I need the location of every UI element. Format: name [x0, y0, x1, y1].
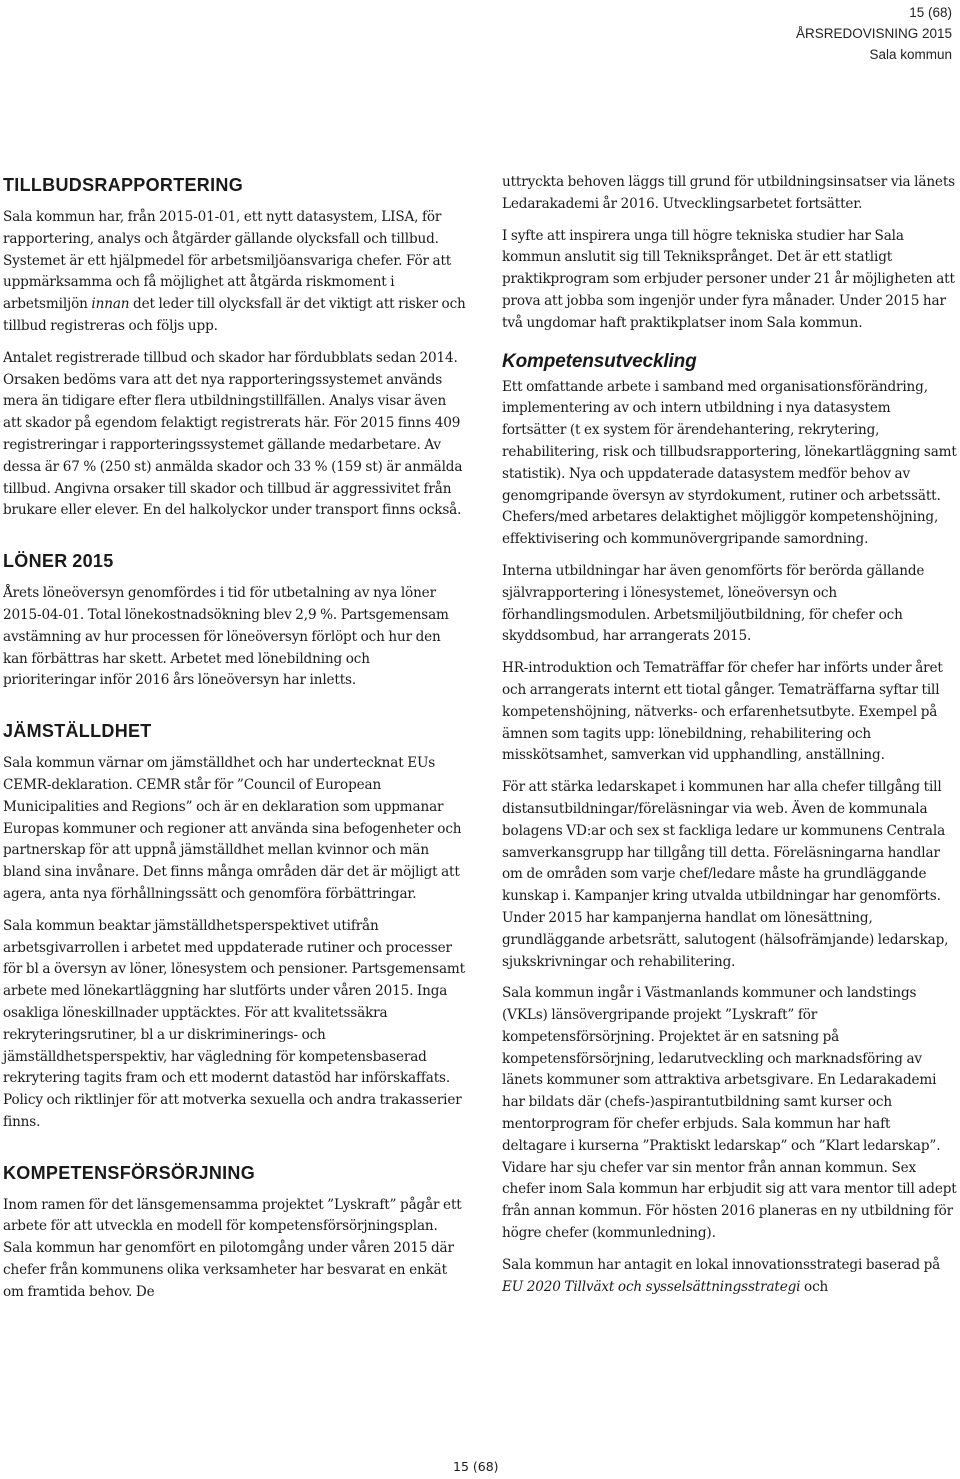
loner-paragraph: Årets löneöversyn genomfördes i tid för utbetalning av nya löner 2015-04-01. Total lönekostnadsökning blev 2,9 %. Partsgemensam avstämning av hur processen för löneöversyn förlöpt och hur den kan förbättras har skett. Arbetet med lönebildning och prioriteringar inför 2016 års löneöversyn har inletts. [3, 585, 449, 689]
heading-loner-2015: LÖNER 2015 [3, 551, 114, 572]
tillbud-paragraph-1: Sala kommun har, från 2015-01-01, ett nytt datasystem, LISA, för rapportering, analys och åtgärder gällande olycksfall och tillbud. Systemet är ett hjälpmedel för arbetsmiljöansvariga chefer. För att uppmärksamma och få möjlighet att åtgärda riskmoment i arbetsmiljön innan det leder till olycksfall är det viktigt att risker och tillbud registreras och följs upp. [3, 209, 466, 334]
right-paragraph-1: uttryckta behoven läggs till grund för utbildningsinsatser via länets Ledarakademi år 2016. Utvecklingsarbetet fortsätter. [502, 174, 955, 212]
heading-tillbudsrapportering: TILLBUDSRAPPORTERING [3, 175, 243, 195]
page-header [796, 2, 952, 65]
report-title: ÅRSREDOVISNING 2015 [795, 26, 952, 41]
heading-kompetensutveckling: Kompetensutveckling [502, 350, 697, 372]
left-column [3, 172, 466, 1304]
heading-jamstalldhet: JÄMSTÄLLDHET [3, 721, 152, 742]
kompetensutveckling-paragraph-3: HR-introduktion och Tematräffar för chefer har införts under året och arrangerats internt ett tiotal gånger. Tematräffarna syftar till kompetenshöjning, nätverks- och erfarenhetsutbyte. Exempel på ämnen som tagits upp: lönebildning, rehabilitering och misskötsamhet, samverkan vid upphandling, anställning. [502, 660, 943, 764]
kompetensutveckling-paragraph-2: Interna utbildningar har även genomförts för berörda gällande självrapportering i lönesystemet, löneöversyn och förhandlingsmodulen. Arbetsmiljöutbildning, för chefer och skyddsombud, har arrangerats 2015. [502, 562, 925, 645]
kompetensutveckling-paragraph-1: Ett omfattande arbete i samband med organisationsförändring, implementering av och intern utbildning i nya datasystem fortsätter (t ex system för ärendehantering, rekrytering, rehabilitering, risk och tillbudsrapportering, lönekartläggning samt statistik). Nya och uppdaterade datasystem medför behov av genomgripande översyn av styrdokument, rutiner och arbetssätt. Chefers/med arbetares delaktighet möjliggör kompetenshöjning, effektivisering och kommunövergripande samordning. [502, 378, 957, 548]
right-paragraph-2: I syfte att inspirera unga till högre tekniska studier har Sala kommun anslutit sig till Tekniksprånget. Det är ett statligt praktikprogram som erbjuder personer under 21 år möjligheten att prova att jobba som ingenjör under fyra månader. Under 2015 har två ungdomar haft praktikplatser inom Sala kommun. [502, 227, 955, 331]
jamstalldhet-paragraph-2: Sala kommun beaktar jämställdhetsperspektivet utifrån arbetsgivarrollen i arbetet med uppdaterade rutiner och processer för bl a översyn av löner, lönesystem och pensioner. Partsgemensamt arbete med lönekartläggning har slutförts under våren 2015. Inga osakliga löneskillnader upptäcktes. För att kvalitetssäkra rekryteringsrutiner, bl a ur diskriminerings- och jämställdhetsperspektiv, har vägledning för kompetensbaserad rekrytering tagits fram och ett modernt datastöd har införskaffats. Policy och riktlinjer för att motverka sexuella och andra trakasserier finns. [3, 917, 465, 1130]
organization-name: Sala kommun [869, 47, 952, 62]
kompetensutveckling-paragraph-5: Sala kommun ingår i Västmanlands kommuner och landstings (VKLs) länsövergripande projekt ”Lyskraft” för kompetensförsörjning. Projektet är en satsning på kompetensförsörjning, ledarutveckling och marknadsföring av länets kommuner som attraktiva arbetsgivare. En Ledarakademi har bildats där (chefs-)aspirantutbildning samt kurser och mentorprogram för chefer erbjuds. Sala kommun har haft deltagare i kurserna ”Praktiskt ledarskap” och ”Klart ledarskap”. Vidare har sju chefer var sin mentor från annan kommun. Sex chefer inom Sala kommun har erbjudit sig att vara mentor till adept från annan kommun. För hösten 2016 planeras en ny utbildning för högre chefer (kommunledning). [502, 985, 957, 1242]
kompetensutveckling-paragraph-4: För att stärka ledarskapet i kommunen har alla chefer tillgång till distansutbildningar/föreläsningar via web. Även de kommunala bolagens VD:ar och sex st fackliga ledare ur kommunens Centrala samverkansgrupp har tillgång till detta. Föreläsningarna handlar om de områden som varje chef/ledare måste ha grundläggande kunskap i. Kampanjer kring utvalda utbildningar har genomförts. Under 2015 har kampanjerna handlat om lönesättning, grundläggande arbetsrätt, salutogent (hälsofrämjande) ledarskap, sjukskrivningar och rehabilitering. [502, 779, 949, 970]
page-number: 15 (68) [909, 5, 952, 20]
page-footer-number: 15 (68) [453, 1459, 499, 1474]
kompetensforsorjning-paragraph: Inom ramen för det länsgemensamma projektet ”Lyskraft” pågår ett arbete för att utveckla en modell för kompetensförsörjningsplan. Sala kommun har genomfört en pilotomgång under våren 2015 där chefer från kommunens olika verksamheter har besvarat en enkät om framtida behov. De [3, 1196, 462, 1300]
kompetensutveckling-paragraph-6: Sala kommun har antagit en lokal innovationsstrategi baserad på EU 2020 Tillväxt och sysselsättningsstrategi och [502, 1256, 941, 1295]
tillbud-paragraph-2: Antalet registrerade tillbud och skador har fördubblats sedan 2014. Orsaken bedöms vara att det nya rapporteringssystemet används mera än tidigare efter flera utbildningstillfällen. Analys visar även att skador på egendom felaktigt registrerats här. För 2015 finns 409 registreringar i rapporteringssystemet gällande medarbetare. Av dessa är 67 % (250 st) anmälda skador och 33 % (159 st) är anmälda tillbud. Angivna orsaker till skador och tillbud är aggressivitet från brukare eller elever. En del halkolyckor under transport finns också. [3, 349, 463, 519]
right-column [502, 172, 958, 1298]
heading-kompetensforsorjning: KOMPETENSFÖRSÖRJNING [3, 1162, 256, 1183]
jamstalldhet-paragraph-1: Sala kommun värnar om jämställdhet och har undertecknat EUs CEMR-deklaration. CEMR står för ”Council of European Municipalities and Regions” och är en deklaration som uppmanar Europas kommuner och regioner att använda sina befogenheter och partnerskap för att uppnå jämställdhet mellan kvinnor och män bland sina invånare. Det finns många områden där det är möjligt att agera, anta nya förhållningssätt och genomföra förbättringar. [3, 755, 462, 902]
emphasis-eu2020: EU 2020 Tillväxt och sysselsättningsstrategi [502, 1278, 801, 1295]
emphasis-innan: innan [91, 296, 130, 313]
